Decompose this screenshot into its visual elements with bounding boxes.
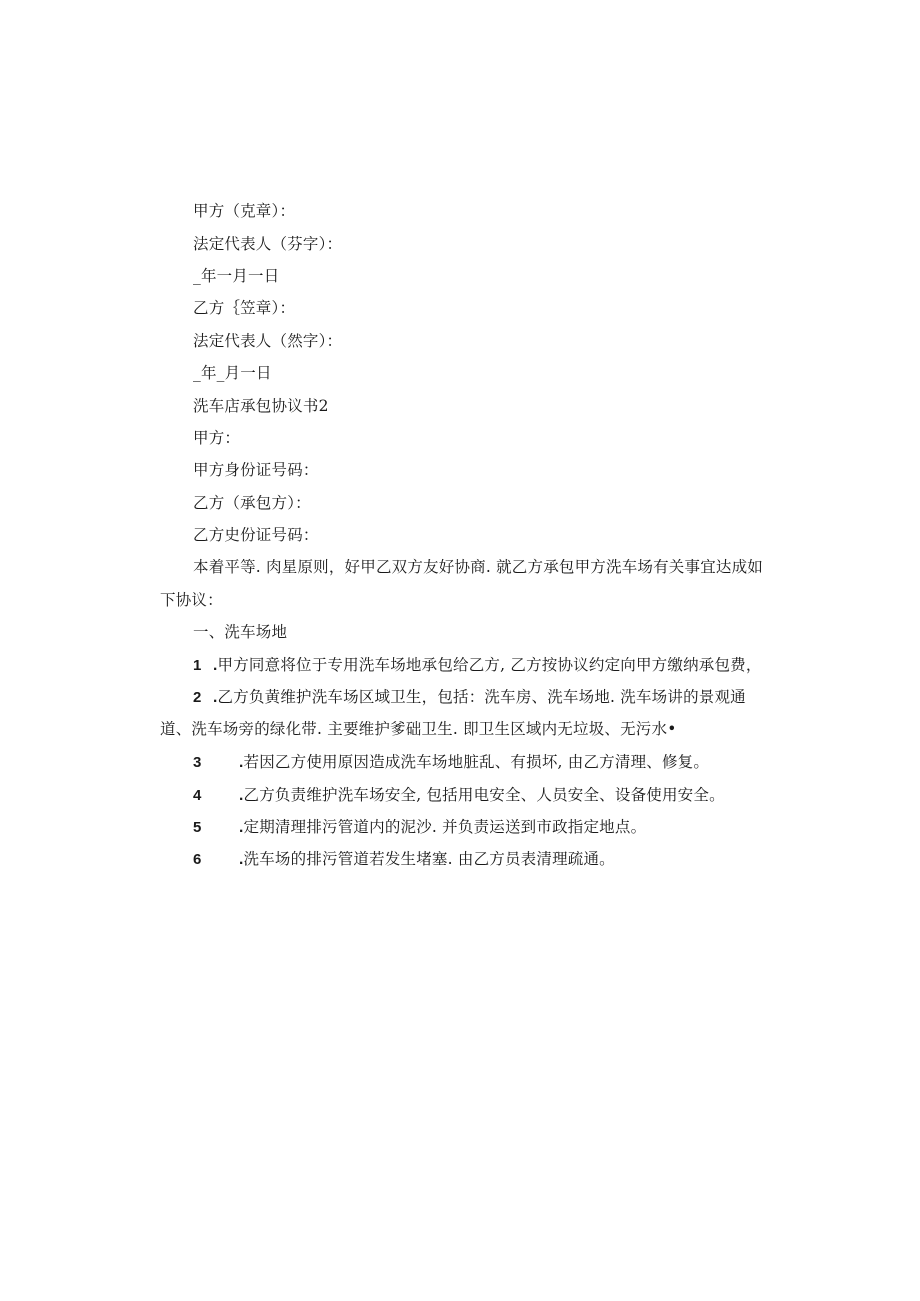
clause-2 (193, 687, 746, 708)
legal-rep-b-line: 法定代表人（然字）： (193, 332, 343, 350)
party-a-id-line: 甲方身份证号码： (193, 461, 319, 479)
clause-separator: . (239, 851, 244, 868)
clause-text: 乙方负责维护洗车场安全, 包括用电安全、人员安全、设备使用安全。 (243, 786, 725, 804)
section-1-heading: 一、洗车场地 (193, 623, 288, 641)
party-a-seal-line: 甲方（克章）： (193, 202, 296, 220)
clause-separator: . (239, 819, 244, 836)
clause-text: 定期清理排污管道内的泥沙. 并负责运送到市政指定地点。 (243, 818, 647, 836)
clause-number: 5 (193, 819, 202, 836)
clause-number: 1 (193, 657, 202, 674)
party-b-id-line: 乙方史份证号码： (193, 526, 319, 544)
party-b-seal-line: 乙方｛笠章）： (193, 299, 296, 317)
clause-separator: . (213, 657, 218, 674)
clause-separator: . (213, 689, 218, 706)
clause-number: 4 (193, 787, 202, 804)
date-a-line: _年一月一日 (193, 267, 280, 285)
party-a-line: 甲方： (193, 429, 241, 447)
clause-number: 2 (193, 689, 202, 706)
clause-number: 6 (193, 851, 202, 868)
clause-text: 乙方负黄维护洗车场区域卫生，包括：洗车房、洗车场地. 洗车场讲的景观通 (217, 688, 746, 706)
clause-6 (193, 849, 615, 870)
clause-text: 洗车场的排污管道若发生堵塞. 由乙方员表清理疏通。 (243, 850, 615, 868)
clause-5 (193, 817, 646, 838)
clause-number: 3 (193, 754, 202, 771)
clause-text: 甲方同意将位于专用洗车场地承包给乙方, 乙方按协议约定向甲方缴纳承包费， (217, 656, 762, 674)
preamble-line-2: 下协议： (160, 591, 223, 609)
clause-3 (193, 752, 709, 773)
clause-1 (193, 655, 762, 676)
party-b-line: 乙方（承包方）： (193, 494, 311, 512)
legal-rep-a-line: 法定代表人（芬字）： (193, 235, 343, 253)
clause-4 (193, 785, 725, 806)
clause-text: 若因乙方使用原因造成洗车场地脏乱、有损坏, 由乙方清理、修复。 (243, 753, 710, 771)
agreement-title: 洗车店承包协议书2 (193, 397, 329, 415)
clause-separator: . (239, 787, 244, 804)
clause-2-continuation: 道、洗车场旁的绿化带. 主要维护爹础卫生. 即卫生区域内无垃圾、无污水• (160, 720, 677, 738)
preamble-line-1: 本着平等. 肉星原则，好甲乙双方友好协商. 就乙方承包甲方洗车场有关事宜达成如 (193, 558, 764, 576)
clause-separator: . (239, 754, 244, 771)
date-b-line: _年_月一日 (193, 364, 272, 382)
